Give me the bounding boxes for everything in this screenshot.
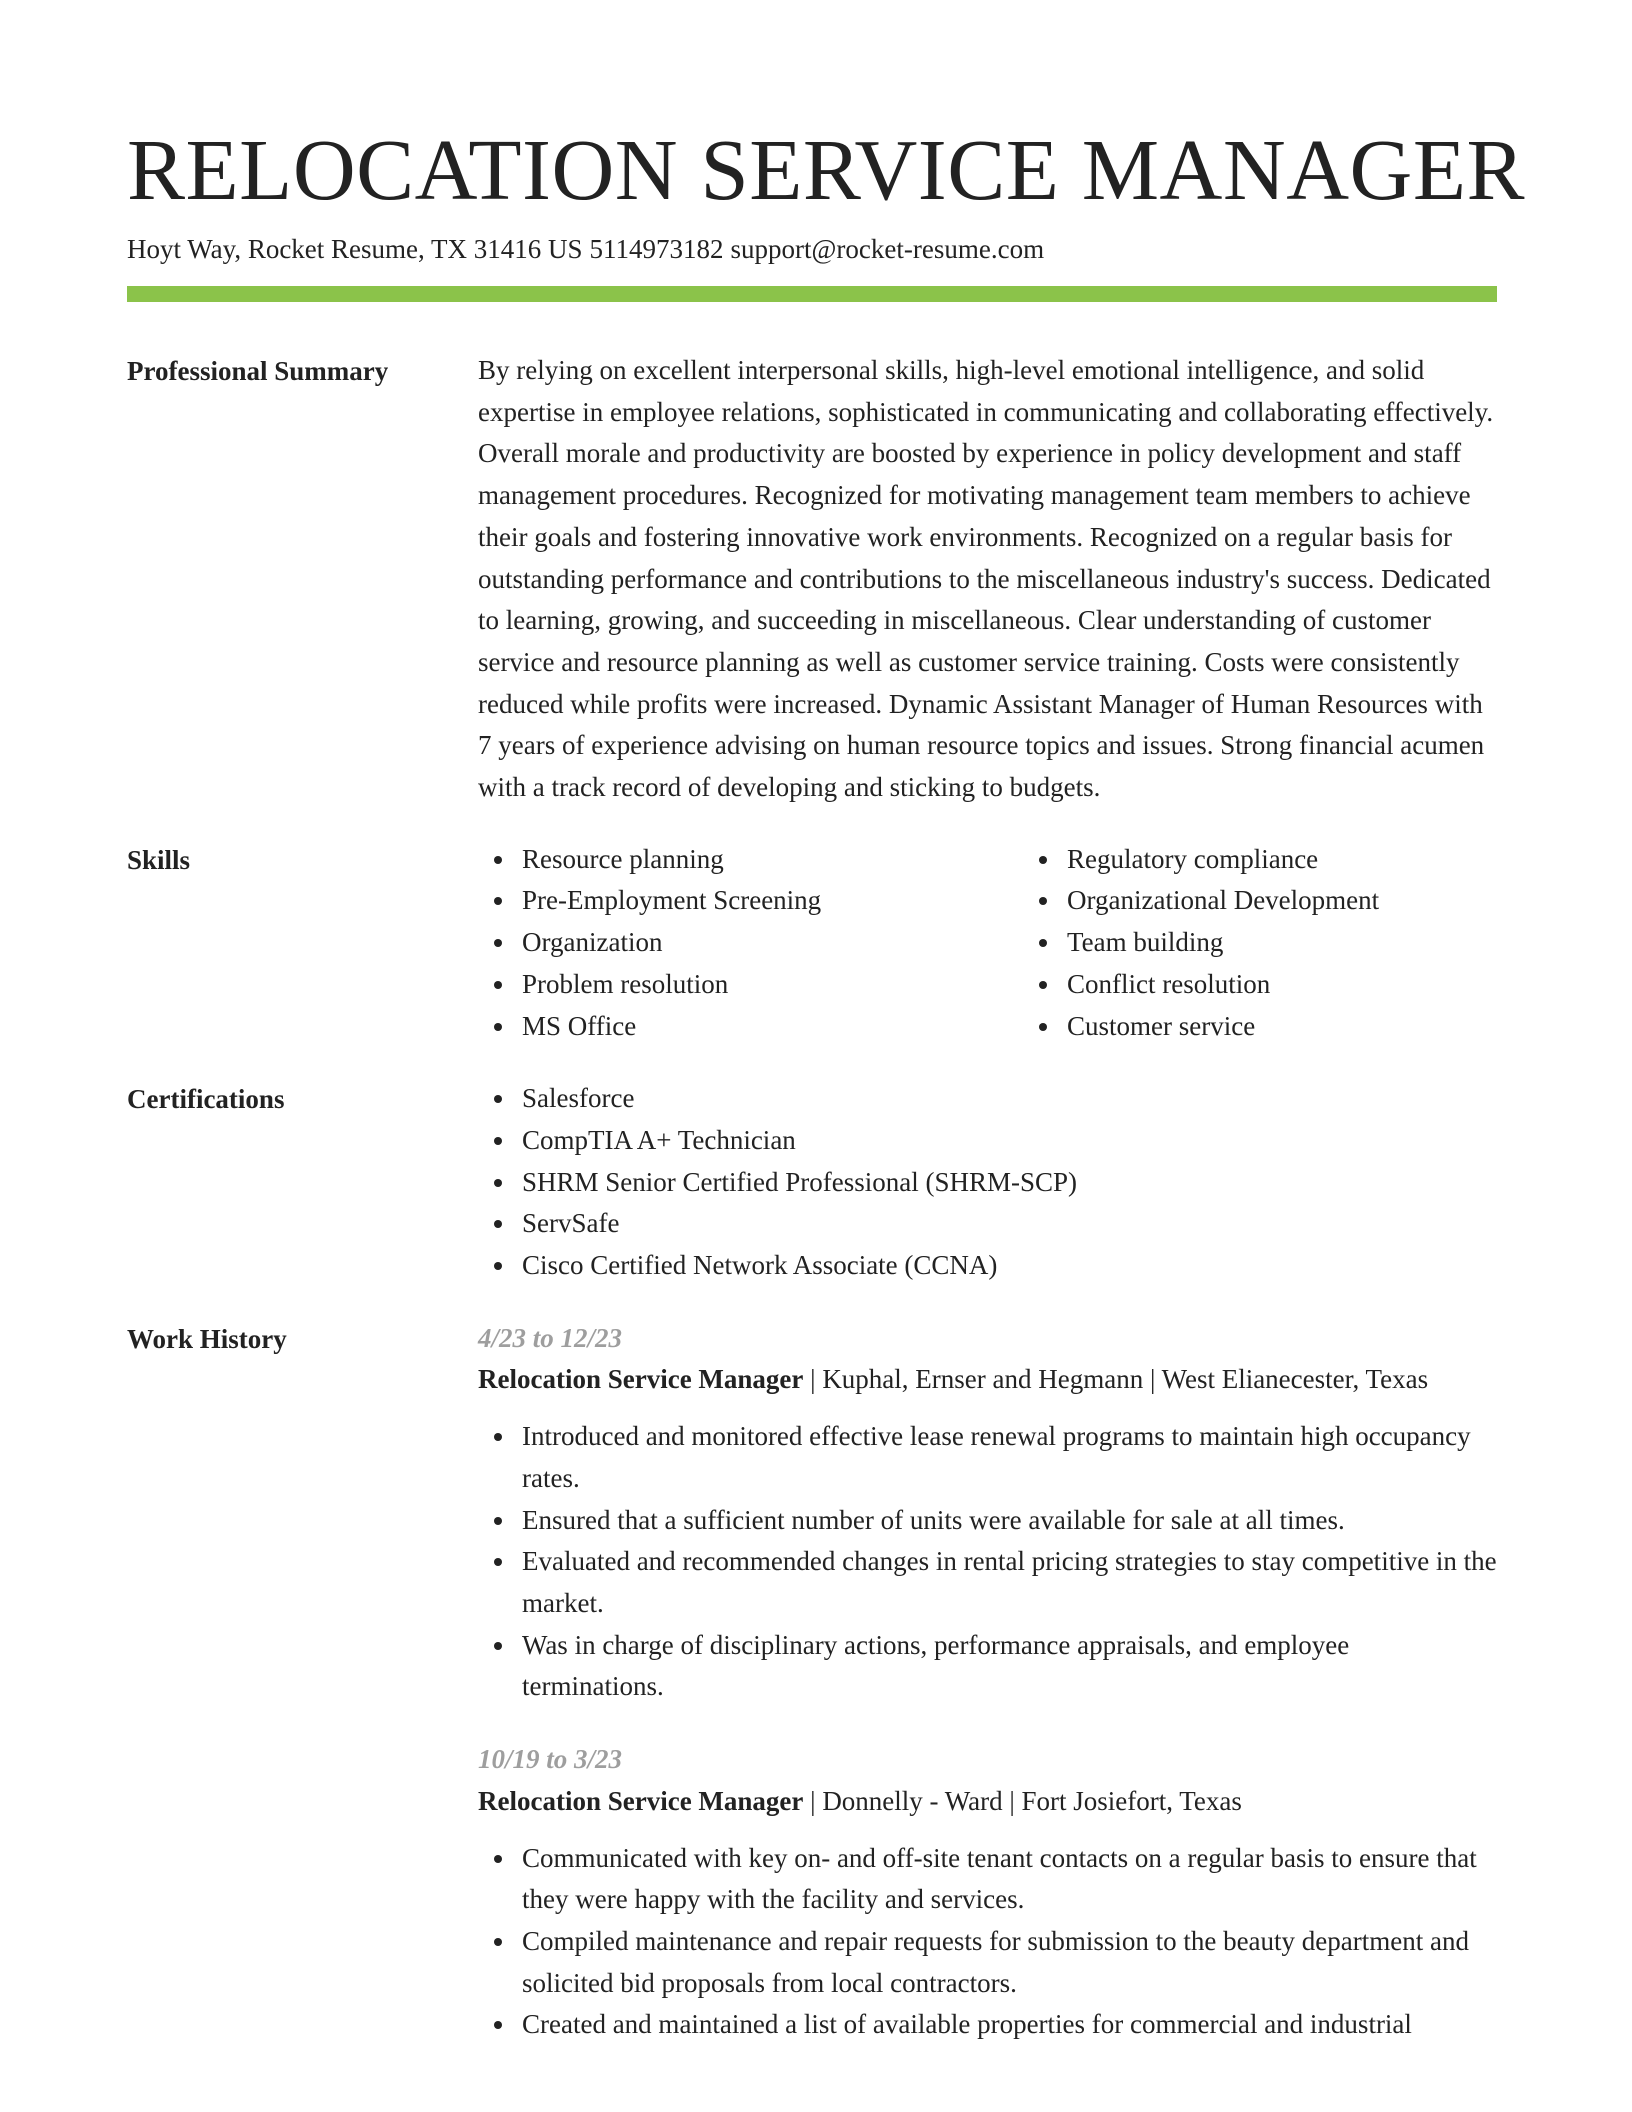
section-label-work-history: Work History	[127, 1323, 287, 1354]
job-title: Relocation Service Manager	[478, 1364, 804, 1395]
job-bullet: Created and maintained a list of available properties for commercial and industrial	[522, 2004, 1497, 2046]
skill-item: Problem resolution	[522, 964, 1023, 1006]
contact-line	[127, 232, 1497, 266]
certifications-list	[478, 1078, 1497, 1287]
job-bullet-list	[478, 1838, 1497, 2047]
certification-item: SHRM Senior Certified Professional (SHRM-SCP)	[522, 1162, 1497, 1204]
contact-phone: 5114973182	[589, 234, 724, 264]
contact-address: Hoyt Way, Rocket Resume, TX 31416 US	[127, 234, 583, 264]
separator: |	[1009, 1785, 1022, 1816]
summary-text: By relying on excellent interpersonal skills, high-level emotional intelligence, and solid expertise in employee relations, sophisticated in communicating and collaborating effectively. Overall morale and productivity are boosted by experience in policy development and staff management procedures. Recognized for motivating management team members to achieve their goals and fostering innovative work environments. Recognized on a regular basis for outstanding performance and contributions to the miscellaneous industry's success. Dedicated to learning, growing, and succeeding in miscellaneous. Clear understanding of customer service and resource planning as well as customer service training. Costs were consistently reduced while profits were increased. Dynamic Assistant Manager of Human Resources with 7 years of experience advising on human resource topics and issues. Strong financial acumen with a track record of developing and sticking to budgets.	[478, 355, 1494, 803]
separator: |	[810, 1785, 823, 1816]
section-label-certifications: Certifications	[127, 1084, 285, 1115]
certification-item: Cisco Certified Network Associate (CCNA)	[522, 1245, 1497, 1287]
job-location: West Elianecester, Texas	[1161, 1364, 1429, 1395]
certification-item: CompTIA A+ Technician	[522, 1120, 1497, 1162]
skills-section	[127, 839, 1497, 1048]
skill-item: Team building	[1067, 922, 1568, 964]
skill-item: MS Office	[522, 1006, 1023, 1048]
job-header	[478, 1359, 1497, 1401]
accent-divider	[127, 286, 1497, 302]
skill-item: Customer service	[1067, 1006, 1568, 1048]
skills-list-right	[1023, 839, 1568, 1048]
job-dates: 4/23 to 12/23	[478, 1322, 623, 1353]
job-location: Fort Josiefort, Texas	[1021, 1785, 1242, 1816]
job-header	[478, 1781, 1497, 1823]
resume-page	[127, 118, 1526, 2046]
job-entry	[478, 1318, 1497, 1708]
skill-item: Resource planning	[522, 839, 1023, 881]
certification-item: ServSafe	[522, 1203, 1497, 1245]
certification-item: Salesforce	[522, 1078, 1497, 1120]
job-bullet: Ensured that a sufficient number of units were available for sale at all times.	[522, 1500, 1497, 1542]
resume-title: RELOCATION SERVICE MANAGER	[127, 121, 1526, 218]
section-label-summary: Professional Summary	[127, 356, 389, 386]
skill-item: Organizational Development	[1067, 880, 1568, 922]
job-entry	[478, 1739, 1497, 2046]
certifications-section	[127, 1078, 1497, 1287]
job-company: Kuphal, Ernser and Hegmann	[822, 1364, 1144, 1395]
skills-list-left	[478, 839, 1023, 1048]
separator: |	[1149, 1364, 1162, 1395]
skill-item: Regulatory compliance	[1067, 839, 1568, 881]
skill-item: Conflict resolution	[1067, 964, 1568, 1006]
job-title: Relocation Service Manager	[478, 1785, 804, 1816]
section-label-skills: Skills	[127, 844, 191, 875]
work-history-section	[127, 1318, 1497, 2046]
summary-section	[127, 350, 1497, 809]
job-company: Donnelly - Ward	[822, 1785, 1003, 1816]
job-bullet: Communicated with key on- and off-site tenant contacts on a regular basis to ensure that they were happy with the facility and services.	[522, 1838, 1497, 1921]
job-bullet-list	[478, 1416, 1497, 1708]
job-bullet: Was in charge of disciplinary actions, performance appraisals, and employee terminations.	[522, 1625, 1497, 1708]
job-bullet: Compiled maintenance and repair requests for submission to the beauty department and solicited bid proposals from local contractors.	[522, 1921, 1497, 2004]
job-bullet: Introduced and monitored effective lease renewal programs to maintain high occupancy rates.	[522, 1416, 1497, 1499]
contact-email[interactable]: support@rocket-resume.com	[730, 234, 1045, 264]
job-dates: 10/19 to 3/23	[478, 1744, 623, 1775]
separator: |	[810, 1364, 823, 1395]
job-bullet: Evaluated and recommended changes in rental pricing strategies to stay competitive in the market.	[522, 1541, 1497, 1624]
skill-item: Organization	[522, 922, 1023, 964]
skill-item: Pre-Employment Screening	[522, 880, 1023, 922]
